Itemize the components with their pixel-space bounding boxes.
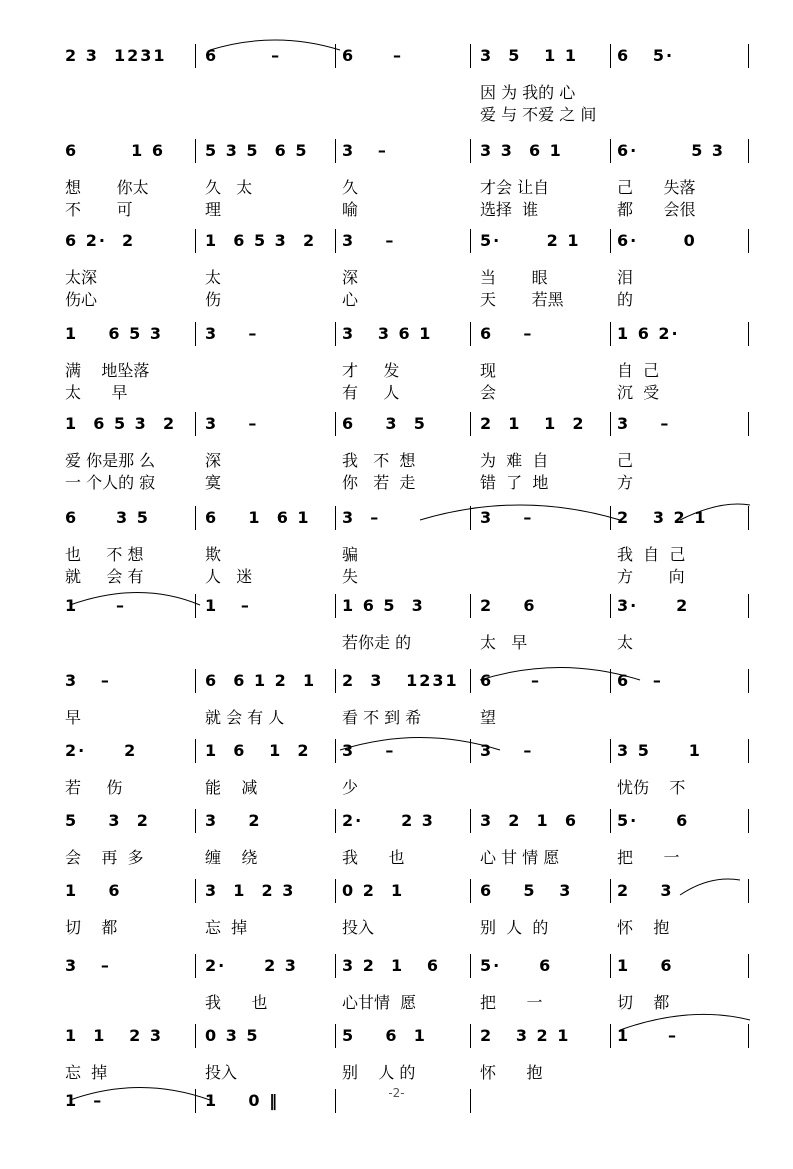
bar-line: [195, 322, 196, 346]
bar-line: [470, 412, 471, 436]
bar-line: [470, 322, 471, 346]
measure-notes: 5 6 1: [342, 1026, 427, 1045]
bar-line: [335, 412, 336, 436]
bar-line: [470, 1024, 471, 1048]
lyric-text: 若你走 的: [342, 633, 412, 652]
lyric-text: 忘 掉: [205, 918, 248, 937]
bar-line: [610, 506, 611, 530]
bar-line: [610, 322, 611, 346]
bar-line: [335, 229, 336, 253]
bar-line: [610, 139, 611, 163]
bar-line: [335, 1024, 336, 1048]
measure-notes: 3 2: [205, 811, 262, 830]
lyric-text: 爱 与 不爱 之 间: [480, 105, 597, 124]
verse1-lyrics: [0, 845, 793, 867]
measure-notes: 1 6 5 3: [342, 596, 425, 615]
bar-line: [195, 809, 196, 833]
measure-notes: 2· 2: [65, 741, 138, 760]
bar-line: [748, 739, 749, 763]
measure-notes: 3 3 6 1: [342, 324, 433, 343]
measure-notes: 2 6: [480, 596, 537, 615]
lyric-text: 己: [617, 451, 634, 470]
measure-notes: 1 –: [65, 1091, 104, 1110]
measure-notes: 2 1 1 2: [480, 414, 586, 433]
notation-row: [0, 805, 793, 839]
bar-line: [195, 44, 196, 68]
lyric-text: 选择 谁: [480, 200, 539, 219]
verse1-lyrics: [0, 775, 793, 797]
measure-notes: 3· 2: [617, 596, 690, 615]
measure-notes: 3 5 1: [617, 741, 702, 760]
measure-notes: 3 –: [617, 414, 671, 433]
verse1-lyrics: [0, 630, 793, 652]
bar-line: [335, 506, 336, 530]
measure-notes: 6 2· 2: [65, 231, 136, 250]
measure-notes: 3 –: [480, 741, 534, 760]
bar-line: [610, 739, 611, 763]
verse2-lyrics: [0, 197, 793, 219]
measure-notes: 3 5 1 1: [480, 46, 578, 65]
score-system: [0, 225, 793, 309]
bar-line: [195, 954, 196, 978]
lyric-text: 心甘情 愿: [342, 993, 417, 1012]
lyric-text: 自 己: [617, 361, 660, 380]
measure-notes: 0 2 1: [342, 881, 405, 900]
lyric-text: 都 会很: [617, 200, 696, 219]
bar-line: [470, 44, 471, 68]
lyric-text: 错 了 地: [480, 473, 549, 492]
bar-line: [335, 139, 336, 163]
verse1-lyrics: [0, 265, 793, 287]
measure-notes: 5· 6: [617, 811, 690, 830]
notation-row: [0, 318, 793, 352]
verse1-lyrics: [0, 705, 793, 727]
notation-row: [0, 1020, 793, 1054]
measure-notes: 6 3 5: [342, 414, 427, 433]
lyric-text: 伤心: [65, 290, 98, 309]
lyric-text: 骗: [342, 545, 359, 564]
bar-line: [335, 809, 336, 833]
lyric-text: 把 一: [617, 848, 680, 867]
measure-notes: 1 0 ‖: [205, 1091, 280, 1110]
score-system: [0, 665, 793, 745]
measure-notes: 6 –: [480, 324, 534, 343]
measure-notes: 6 –: [342, 46, 403, 65]
measure-notes: 3 –: [65, 671, 111, 690]
notation-row: [0, 408, 793, 442]
score-system: [0, 735, 793, 815]
lyric-text: 看 不 到 希: [342, 708, 422, 727]
measure-notes: 6 –: [480, 671, 541, 690]
notation-row: [0, 40, 793, 74]
lyric-text: 不 可: [65, 200, 133, 219]
lyric-text: 就 会 有 人: [205, 708, 285, 727]
lyric-text: 伤: [205, 290, 222, 309]
lyric-text: 我 也: [342, 848, 405, 867]
bar-line: [748, 412, 749, 436]
measure-notes: 1 6 1 2: [205, 741, 311, 760]
bar-line: [470, 229, 471, 253]
verse1-lyrics: [0, 358, 793, 380]
lyric-text: 少: [342, 778, 359, 797]
lyric-text: 才会 让自: [480, 178, 550, 197]
measure-notes: 3 2 1 6: [480, 811, 578, 830]
measure-notes: 1 –: [205, 596, 251, 615]
bar-line: [610, 809, 611, 833]
lyric-text: 有 人: [342, 383, 400, 402]
score-system: [0, 408, 793, 492]
measure-notes: 5· 2 1: [480, 231, 581, 250]
bar-line: [195, 879, 196, 903]
lyric-text: 欺: [205, 545, 222, 564]
measure-notes: 1 6 5 3: [65, 324, 163, 343]
bar-line: [470, 809, 471, 833]
lyric-text: 我 不 想: [342, 451, 416, 470]
lyric-text: 太 早: [480, 633, 528, 652]
measure-notes: 2 3 2 1: [480, 1026, 571, 1045]
measure-notes: 3 –: [480, 508, 534, 527]
notation-row: [0, 950, 793, 984]
bar-line: [748, 506, 749, 530]
bar-line: [610, 44, 611, 68]
bar-line: [610, 954, 611, 978]
verse2-lyrics: [0, 564, 793, 586]
lyric-text: 若 伤: [65, 778, 123, 797]
lyric-text: 理: [205, 200, 222, 219]
lyric-text: 会 再 多: [65, 848, 144, 867]
lyric-text: 爱 你是那 么: [65, 451, 156, 470]
verse1-lyrics: [0, 1125, 793, 1147]
measure-notes: 6 5·: [617, 46, 675, 65]
score-system: [0, 502, 793, 586]
notation-row: [0, 735, 793, 769]
lyric-text: 满 地坠落: [65, 361, 150, 380]
measure-notes: 3 2 1 6: [342, 956, 440, 975]
lyric-text: 一 个人的 寂: [65, 473, 156, 492]
score-system: [0, 318, 793, 402]
lyric-text: 为 难 自: [480, 451, 549, 470]
measure-notes: 3 –: [205, 414, 259, 433]
bar-line: [748, 322, 749, 346]
verse2-lyrics: [0, 470, 793, 492]
score-system: [0, 950, 793, 1030]
lyric-text: 早: [65, 708, 82, 727]
lyric-text: 泪: [617, 268, 634, 287]
measure-notes: 1 6: [65, 881, 122, 900]
bar-line: [748, 594, 749, 618]
lyric-text: 当 眼: [480, 268, 548, 287]
measure-notes: 0 3 5: [205, 1026, 260, 1045]
bar-line: [748, 1024, 749, 1048]
measure-notes: 2· 2 3: [342, 811, 435, 830]
bar-line: [335, 879, 336, 903]
measure-notes: 6 5 3: [480, 881, 573, 900]
bar-line: [470, 669, 471, 693]
bar-line: [335, 669, 336, 693]
measure-notes: 1 6 5 3 2: [205, 231, 317, 250]
lyric-text: 投入: [205, 1063, 238, 1082]
verse2-lyrics: [0, 380, 793, 402]
bar-line: [748, 229, 749, 253]
lyric-text: 寞: [205, 473, 222, 492]
bar-line: [335, 322, 336, 346]
bar-line: [610, 879, 611, 903]
lyric-text: 太: [617, 633, 634, 652]
measure-notes: 6 3 5: [65, 508, 150, 527]
bar-line: [470, 879, 471, 903]
measure-notes: 2 3 2 1: [617, 508, 708, 527]
verse1-lyrics: [0, 175, 793, 197]
lyric-text: 忘 掉: [65, 1063, 108, 1082]
measure-notes: 6 –: [617, 671, 663, 690]
score-system: [0, 805, 793, 885]
page-number: -2-: [388, 1086, 405, 1100]
measure-notes: 6 1 6 1: [205, 508, 311, 527]
lyric-text: 能 减: [205, 778, 258, 797]
score-system: [0, 135, 793, 219]
lyric-text: 的: [617, 290, 634, 309]
measure-notes: 2 3: [617, 881, 674, 900]
lyric-text: 别 人 的: [480, 918, 549, 937]
lyric-text: 别 人 的: [342, 1063, 416, 1082]
measure-notes: 1 6: [617, 956, 674, 975]
lyric-text: 怀 抱: [480, 1063, 543, 1082]
lyric-text: 切 都: [65, 918, 118, 937]
bar-line: [470, 954, 471, 978]
measure-notes: 5 3 2: [65, 811, 150, 830]
lyric-text: 切 都: [617, 993, 670, 1012]
measure-notes: 2· 2 3: [205, 956, 298, 975]
notation-row: [0, 665, 793, 699]
lyric-text: 人 迷: [205, 567, 253, 586]
measure-notes: 2 3 1231: [65, 46, 167, 65]
bar-line: [748, 879, 749, 903]
bar-line: [335, 44, 336, 68]
lyric-text: 我 也: [205, 993, 268, 1012]
bar-line: [748, 954, 749, 978]
lyric-text: 天 若黑: [480, 290, 564, 309]
lyric-text: 才 发: [342, 361, 400, 380]
bar-line: [335, 739, 336, 763]
lyric-text: 怀 抱: [617, 918, 670, 937]
bar-line: [610, 1024, 611, 1048]
lyric-text: 我 自 己: [617, 545, 686, 564]
notation-row: [0, 590, 793, 624]
verse1-lyrics: [0, 990, 793, 1012]
measure-notes: 3 –: [65, 956, 111, 975]
measure-notes: 3 –: [342, 231, 396, 250]
measure-notes: 5· 6: [480, 956, 553, 975]
lyric-text: 把 一: [480, 993, 543, 1012]
measure-notes: 1 –: [65, 596, 126, 615]
lyric-text: 想 你太: [65, 178, 149, 197]
lyric-text: 心: [342, 290, 359, 309]
notation-row: [0, 225, 793, 259]
measure-notes: 3 –: [342, 141, 388, 160]
lyric-text: 望: [480, 708, 497, 727]
measure-notes: 3 –: [205, 324, 259, 343]
notation-row: [0, 875, 793, 909]
bar-line: [195, 594, 196, 618]
bar-line: [195, 739, 196, 763]
bar-line: [195, 412, 196, 436]
bar-line: [748, 669, 749, 693]
lyric-text: 方: [617, 473, 634, 492]
bar-line: [195, 1024, 196, 1048]
lyric-text: 己 失落: [617, 178, 696, 197]
measure-notes: 6 –: [205, 46, 282, 65]
verse1-lyrics: [0, 915, 793, 937]
lyric-text: 太 早: [65, 383, 128, 402]
measure-notes: 3 3 6 1: [480, 141, 563, 160]
verse2-lyrics: [0, 1147, 793, 1169]
measure-notes: 6· 0: [617, 231, 697, 250]
bar-line: [470, 139, 471, 163]
lyric-text: 现: [480, 361, 497, 380]
bar-line: [610, 594, 611, 618]
measure-notes: 1 6 5 3 2: [65, 414, 177, 433]
verse1-lyrics: [0, 448, 793, 470]
bar-line: [748, 809, 749, 833]
lyric-text: 方 向: [617, 567, 685, 586]
lyric-text: 深: [342, 268, 359, 287]
lyric-text: 沉 受: [617, 383, 660, 402]
measure-notes: 1 1 2 3: [65, 1026, 163, 1045]
bar-line: [335, 594, 336, 618]
measure-notes: 1 –: [617, 1026, 678, 1045]
lyric-text: 缠 绕: [205, 848, 258, 867]
measure-notes: 6 6 1 2 1: [205, 671, 317, 690]
measure-notes: 3 –: [342, 741, 396, 760]
measure-notes: 2 3 1231: [342, 671, 459, 690]
measure-notes: 6· 5 3: [617, 141, 726, 160]
lyric-text: 也 不 想: [65, 545, 144, 564]
bar-line: [195, 669, 196, 693]
bar-line: [470, 594, 471, 618]
lyric-text: 你 若 走: [342, 473, 416, 492]
lyric-text: 就 会 有: [65, 567, 144, 586]
lyric-text: 喻: [342, 200, 359, 219]
verse1-lyrics: [0, 1060, 793, 1082]
bar-line: [195, 139, 196, 163]
lyric-text: 久: [342, 178, 359, 197]
bar-line: [610, 412, 611, 436]
lyric-text: 心 甘 情 愿: [480, 848, 560, 867]
lyric-text: 太深: [65, 268, 98, 287]
bar-line: [470, 739, 471, 763]
score-system: [0, 875, 793, 955]
lyric-text: 太: [205, 268, 222, 287]
bar-line: [610, 669, 611, 693]
verse2-lyrics: [0, 287, 793, 309]
measure-notes: 3 –: [342, 508, 381, 527]
bar-line: [195, 506, 196, 530]
verse1-lyrics: [0, 80, 793, 102]
lyric-text: 会: [480, 383, 497, 402]
bar-line: [748, 139, 749, 163]
notation-row: [0, 135, 793, 169]
score-system: [0, 40, 793, 124]
lyric-text: 因 为 我的 心: [480, 83, 576, 102]
measure-notes: 1 6 2·: [617, 324, 680, 343]
bar-line: [470, 506, 471, 530]
bar-line: [195, 229, 196, 253]
notation-row: [0, 502, 793, 536]
verse2-lyrics: [0, 102, 793, 124]
score-system: [0, 590, 793, 670]
lyric-text: 失: [342, 567, 359, 586]
measure-notes: 3 1 2 3: [205, 881, 296, 900]
bar-line: [335, 954, 336, 978]
verse1-lyrics: [0, 542, 793, 564]
bar-line: [748, 44, 749, 68]
bar-line: [610, 229, 611, 253]
measure-notes: 5 3 5 6 5: [205, 141, 309, 160]
lyric-text: 忧伤 不: [617, 778, 686, 797]
lyric-text: 久 太: [205, 178, 253, 197]
measure-notes: 6 1 6: [65, 141, 165, 160]
lyric-text: 投入: [342, 918, 375, 937]
lyric-text: 深: [205, 451, 222, 470]
